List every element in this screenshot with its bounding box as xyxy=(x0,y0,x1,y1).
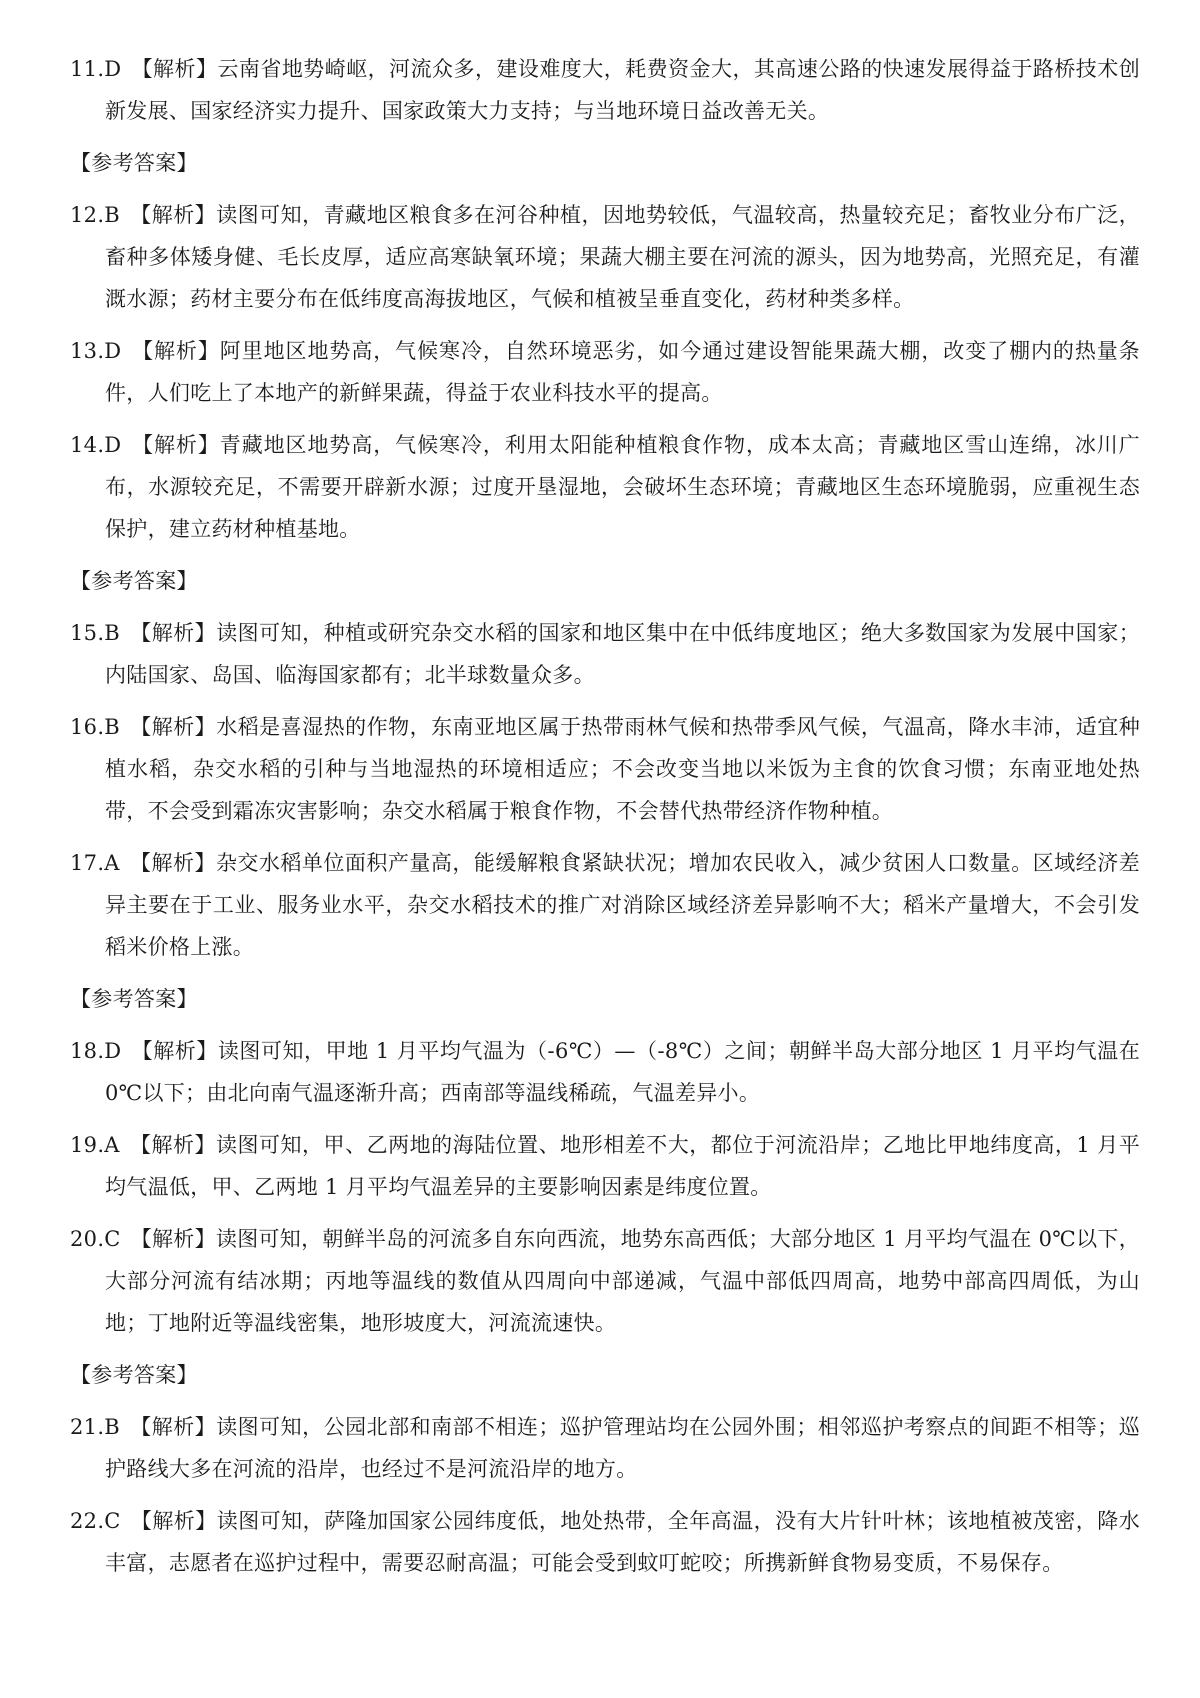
analysis-text: 水稻是喜湿热的作物，东南亚地区属于热带雨林气候和热带季风气候，气温高，降水丰沛，适宜种植水稻，杂交水稻的引种与当地湿热的环境相适应；不会改变当地以米饭为主食的饮食习惯；东南亚地处热带，不会受到霜冻灾害影响；杂交水稻属于粮食作物，不会替代热带经济作物种植。 xyxy=(105,715,1140,823)
answer-number: 13.D xyxy=(70,339,122,363)
analysis-tag: 【解析】 xyxy=(129,851,216,875)
answer-number: 19.A xyxy=(70,1133,120,1157)
analysis-text: 读图可知，公园北部和南部不相连；巡护管理站均在公园外围；相邻巡护考察点的间距不相等；巡护路线大多在河流的沿岸，也经过不是河流沿岸的地方。 xyxy=(105,1415,1140,1481)
answer-item-22 xyxy=(70,1500,1140,1584)
answer-item-11 xyxy=(70,48,1140,132)
answer-number: 18.D xyxy=(70,1039,122,1063)
analysis-tag: 【解析】 xyxy=(131,433,220,457)
analysis-text: 读图可知，种植或研究杂交水稻的国家和地区集中在中低纬度地区；绝大多数国家为发展中国家；内陆国家、岛国、临海国家都有；北半球数量众多。 xyxy=(105,621,1140,687)
answer-number: 14.D xyxy=(70,433,122,457)
answer-item-13 xyxy=(70,330,1140,414)
analysis-tag: 【解析】 xyxy=(130,1509,217,1533)
analysis-tag: 【解析】 xyxy=(130,1415,217,1439)
answer-number: 11.D xyxy=(70,57,122,81)
analysis-text: 读图可知，甲地 1 月平均气温为（-6℃）—（-8℃）之间；朝鲜半岛大部分地区 1 月平均气温在 0℃以下；由北向南气温逐渐升高；西南部等温线稀疏，气温差异小。 xyxy=(105,1039,1141,1105)
analysis-tag: 【解析】 xyxy=(130,621,217,645)
analysis-tag: 【解析】 xyxy=(131,57,218,81)
analysis-text: 读图可知，青藏地区粮食多在河谷种植，因地势较低，气温较高，热量较充足；畜牧业分布广泛，畜种多体矮身健、毛长皮厚，适应高寒缺氧环境；果蔬大棚主要在河流的源头，因为地势高，光照充足，有灌溉水源；药材主要分布在低纬度高海拔地区，气候和植被呈垂直变化，药材种类多样。 xyxy=(105,203,1140,311)
analysis-text: 读图可知，萨隆加国家公园纬度低，地处热带，全年高温，没有大片针叶林；该地植被茂密，降水丰富，志愿者在巡护过程中，需要忍耐高温；可能会受到蚊叮蛇咬；所携新鲜食物易变质，不易保存。 xyxy=(105,1509,1140,1575)
analysis-tag: 【解析】 xyxy=(131,339,220,363)
analysis-tag: 【解析】 xyxy=(131,1039,218,1063)
analysis-text: 读图可知，朝鲜半岛的河流多自东向西流，地势东高西低；大部分地区 1 月平均气温在 0℃以下，大部分河流有结冰期；丙地等温线的数值从四周向中部递减，气温中部低四周高，地势中部高四周低，为山地；丁地附近等温线密集，地形坡度大，河流流速快。 xyxy=(105,1227,1140,1335)
answer-number: 15.B xyxy=(70,621,121,645)
answer-item-21 xyxy=(70,1406,1140,1490)
answer-item-19 xyxy=(70,1124,1140,1208)
answer-item-17 xyxy=(70,842,1140,968)
reference-answer-heading: 【参考答案】 xyxy=(70,569,198,593)
answer-number: 21.B xyxy=(70,1415,121,1439)
answer-item-18 xyxy=(70,1030,1140,1114)
analysis-text: 青藏地区地势高，气候寒冷，利用太阳能种植粮食作物，成本太高；青藏地区雪山连绵，冰川广布，水源较充足，不需要开辟新水源；过度开垦湿地，会破坏生态环境；青藏地区生态环境脆弱，应重视生态保护，建立药材种植基地。 xyxy=(105,433,1140,541)
analysis-text: 云南省地势崎岖，河流众多，建设难度大，耗费资金大，其高速公路的快速发展得益于路桥技术创新发展、国家经济实力提升、国家政策大力支持；与当地环境日益改善无关。 xyxy=(105,57,1140,123)
analysis-tag: 【解析】 xyxy=(129,1133,217,1157)
answer-item-12 xyxy=(70,194,1140,320)
reference-answer-heading: 【参考答案】 xyxy=(70,987,198,1011)
analysis-tag: 【解析】 xyxy=(130,1227,216,1251)
answer-item-16 xyxy=(70,706,1140,832)
analysis-tag: 【解析】 xyxy=(130,715,217,739)
reference-answer-heading: 【参考答案】 xyxy=(70,1363,198,1387)
answer-number: 12.B xyxy=(70,203,121,227)
answer-item-14 xyxy=(70,424,1140,550)
answer-number: 22.C xyxy=(70,1509,121,1533)
answer-number: 20.C xyxy=(70,1227,121,1251)
analysis-tag: 【解析】 xyxy=(130,203,217,227)
answer-number: 17.A xyxy=(70,851,120,875)
analysis-text: 阿里地区地势高，气候寒冷，自然环境恶劣，如今通过建设智能果蔬大棚，改变了棚内的热量条件，人们吃上了本地产的新鲜果蔬，得益于农业科技水平的提高。 xyxy=(105,339,1140,405)
reference-answer-heading: 【参考答案】 xyxy=(70,151,198,175)
answer-number: 16.B xyxy=(70,715,121,739)
analysis-text: 杂交水稻单位面积产量高，能缓解粮食紧缺状况；增加农民收入，减少贫困人口数量。区域经济差异主要在于工业、服务业水平，杂交水稻技术的推广对消除区域经济差异影响不大；稻米产量增大，不会引发稻米价格上涨。 xyxy=(105,851,1140,959)
analysis-text: 读图可知，甲、乙两地的海陆位置、地形相差不大，都位于河流沿岸；乙地比甲地纬度高，1 月平均气温低，甲、乙两地 1 月平均气温差异的主要影响因素是纬度位置。 xyxy=(105,1133,1141,1199)
answer-item-20 xyxy=(70,1218,1140,1344)
answer-item-15 xyxy=(70,612,1140,696)
